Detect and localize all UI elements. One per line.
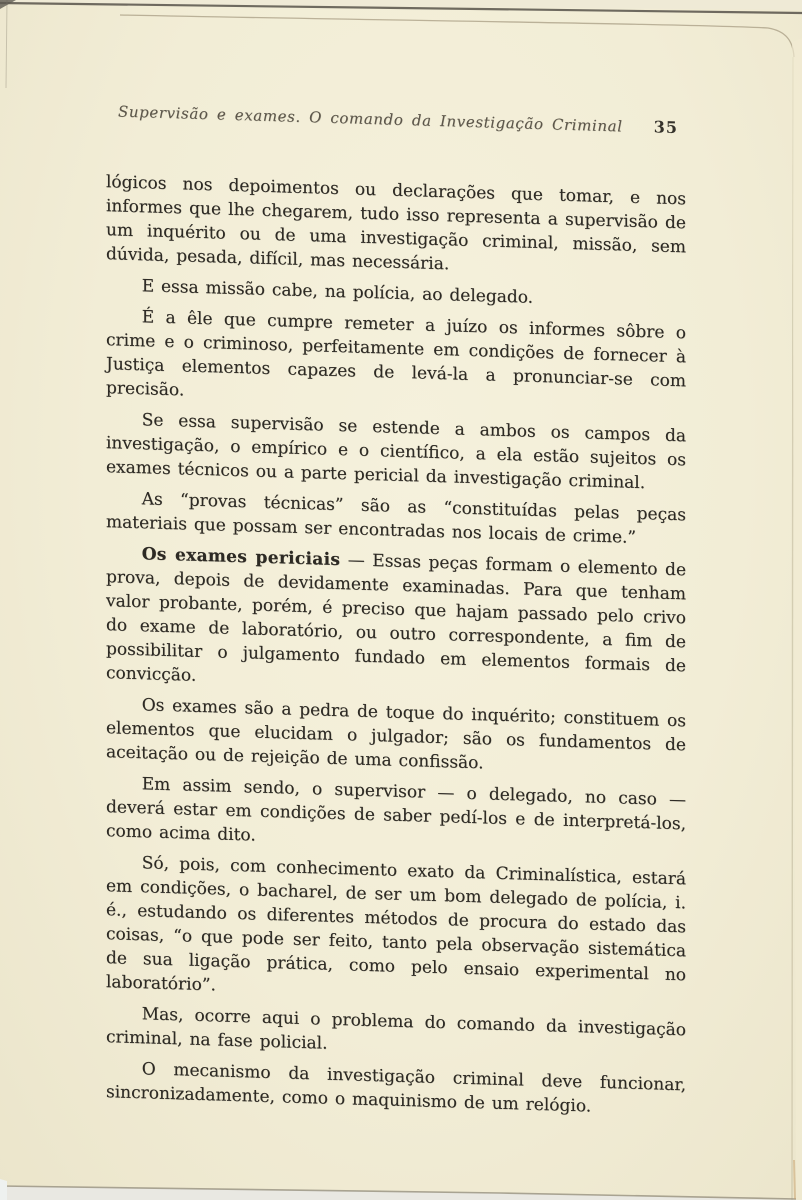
paragraph-rest: — Essas peças formam o elemento de prova, depois de devidamente examinadas. Para que tenham valor probante, porém, é preciso que hajam passado pelo crivo do exame de laboratório, ou outro correspondente, a fim de possibilitar o julgamento fundado em elementos formais de convicção. <box>106 550 687 686</box>
paragraph-lead-bold: Os exames periciais <box>141 544 341 571</box>
paragraph: Em assim sendo, o supervisor — o delegado, no caso — deverá estar em condições de saber pedí-los e de interpretá-los, como acima dito. <box>106 774 686 846</box>
running-title: Supervisão e exames. O comando da Investigação Criminal <box>118 102 623 136</box>
paragraph: Os exames são a pedra de toque do inquérito; constituem os elementos que elucidam o julgador; são os fundamentos de aceitação ou de rejeição de uma confissão. <box>106 695 686 774</box>
paragraph: E essa missão cabe, na polícia, ao delegado. <box>141 276 534 308</box>
paragraph: lógicos nos depoimentos ou declarações que tomar, e nos informes que lhe chegarem, tudo isso representa a supervisão de um inquérito ou de uma investigação criminal, missão, sem dúvida, pesada, difícil, mas necessária. <box>106 172 686 275</box>
page-number: 35 <box>653 117 678 138</box>
paragraph: É a êle que cumpre remeter a juízo os informes sôbre o crime e o criminoso, perfeitamente em condições de fornecer à Justiça elementos capazes de levá-la a pronunciar-se com precisão. <box>106 307 686 401</box>
paragraph: Mas, ocorre aqui o problema do comando da investigação criminal, na fase policial. <box>106 1004 686 1054</box>
paragraph <box>106 541 686 702</box>
paragraph: As “provas técnicas” são as “constituídas pelas peças materiais que possam ser encontradas nos locais de crime.” <box>106 489 686 548</box>
paragraph: O mecanismo da investigação criminal deve funcionar, sincronizadamente, como o maquinismo de um relógio. <box>106 1059 686 1117</box>
body-text <box>106 170 686 1128</box>
paragraph: Se essa supervisão se estende a ambos os campos da investigação, o empírico e o científico, a ela estão sujeitos os exames técnicos ou a parte pericial da investigação criminal. <box>106 410 686 494</box>
paragraph: Só, pois, com conhecimento exato da Criminalística, estará em condições, o bacharel, de ser um bom delegado de polícia, i. é., estudando os diferentes métodos de procura do estado das coisas, “o que pode ser feito, tanto pela observação sistemática de sua ligação prática, como pelo ensaio experimental no laboratório”. <box>106 853 686 996</box>
